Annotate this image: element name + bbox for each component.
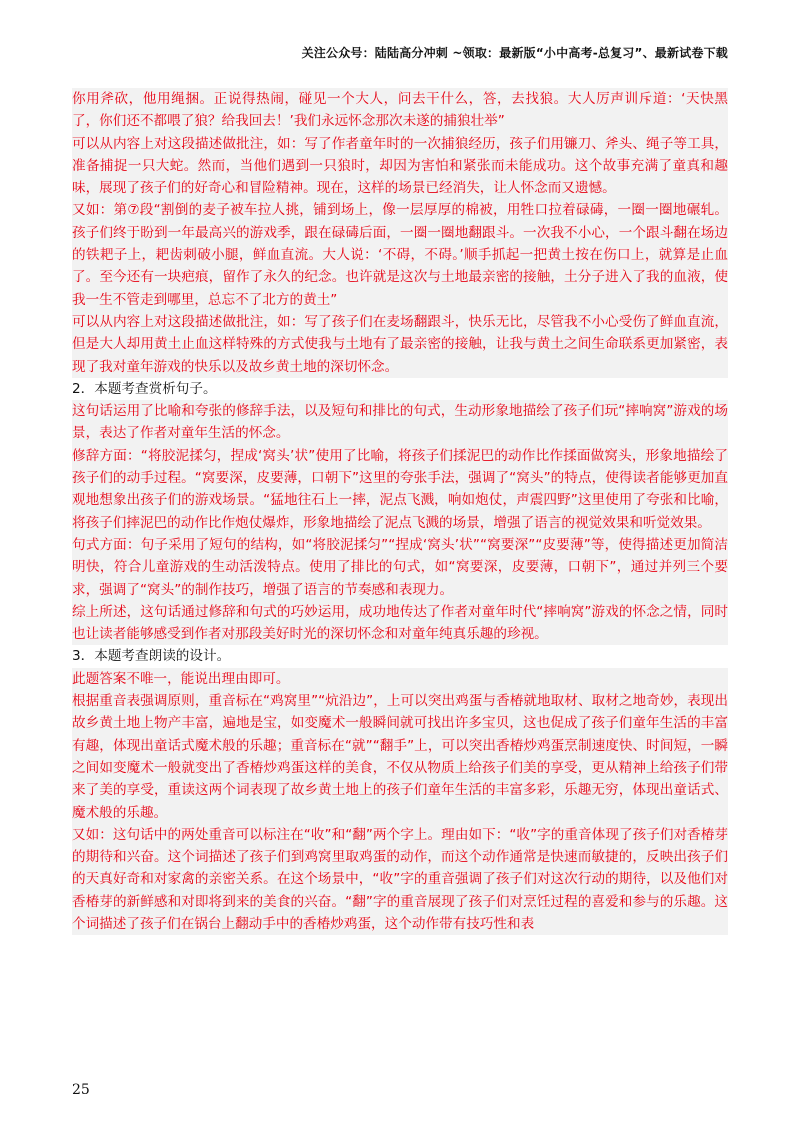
section-heading: 2．本题考查赏析句子。 bbox=[72, 378, 728, 400]
paragraph: 根据重音表强调原则，重音标在“鸡窝里”“炕沿边”，上可以突出鸡蛋与香椿就地取材、取材之地奇妙，表现出故乡黄土地上物产丰富，遍地是宝，如变魔术一般瞬间就可找出许多宝贝，这也促成了孩子们童年生活的丰富有趣，体现出童话式魔术般的乐趣；重音标在“就”“翻手”上，可以突出香椿炒鸡蛋烹制速度快、时间短，一瞬之间如变魔术一般就变出了香椿炒鸡蛋这样的美食，不仅从物质上给孩子们美的享受，更从精神上给孩子们带来了美的享受，重读这两个词表现了故乡黄土地上的孩子们童年生活的丰富多彩，乐趣无穷，体现出童话式、魔术般的乐趣。 bbox=[72, 690, 728, 824]
paragraph: 又如：这句话中的两处重音可以标注在“收”和“翻”两个字上。理由如下：“收”字的重音体现了孩子们对香椿芽的期待和兴奋。这个词描述了孩子们到鸡窝里取鸡蛋的动作，而这个动作通常是快速而敏捷的，反映出孩子们的天真好奇和对家禽的亲密关系。在这个场景中，“收”字的重音强调了孩子们对这次行动的期待，以及他们对香椿芽的新鲜感和对即将到来的美食的兴奋。“翻”字的重音展现了孩子们对烹饪过程的喜爱和参与的乐趣。这个词描述了孩子们在锅台上翻动手中的香椿炒鸡蛋，这个动作带有技巧性和表 bbox=[72, 824, 728, 935]
paragraph: 又如：第⑦段“割倒的麦子被车拉人挑，铺到场上，像一层厚厚的棉被，用牲口拉着碌碡，一圈一圈地碾轧。孩子们终于盼到一年最高兴的游戏季，跟在碌碡后面，一圈一圈地翻跟斗。一次我不小心，一个跟斗翻在场边的铁耙子上，耙齿刺破小腿，鲜血直流。大人说：‘不碍，不碍。’顺手抓起一把黄土按在伤口上，就算是止血了。至今还有一块疤痕，留作了永久的纪念。也许就是这次与土地最亲密的接触，土分子进入了我的血液，使我一生不管走到哪里，总忘不了北方的黄土” bbox=[72, 199, 728, 310]
paragraph: 句式方面：句子采用了短句的结构，如“将胶泥揉匀”“捏成‘窝头’状”“窝要深”“皮要薄”等，使得描述更加简洁明快，符合儿童游戏的生动活泼特点。使用了排比的句式，如“窝要深，皮要薄，口朝下”，通过并列三个要求，强调了“窝头”的制作技巧，增强了语言的节奏感和表现力。 bbox=[72, 534, 728, 601]
paragraph: 这句话运用了比喻和夸张的修辞手法，以及短句和排比的句式，生动形象地描绘了孩子们玩“摔响窝”游戏的场景，表达了作者对童年生活的怀念。 bbox=[72, 400, 728, 445]
page-number: 25 bbox=[72, 1082, 90, 1098]
page-header: 关注公众号：陆陆高分冲刺 ~领取：最新版“小中高考-总复习”、最新试卷下载 bbox=[301, 46, 728, 60]
paragraph: 可以从内容上对这段描述做批注，如：写了孩子们在麦场翻跟斗，快乐无比，尽管我不小心受伤了鲜血直流，但是大人却用黄土止血这样特殊的方式使我与土地有了最亲密的接触，让我与黄土之间生命联系更加紧密，表现了我对童年游戏的快乐以及故乡黄土地的深切怀念。 bbox=[72, 311, 728, 378]
paragraph: 修辞方面：“将胶泥揉匀，捏成‘窝头’状”使用了比喻，将孩子们揉泥巴的动作比作揉面做窝头，形象地描绘了孩子们的动手过程。“窝要深，皮要薄，口朝下”这里的夸张手法，强调了“窝头”的特点，使得读者能够更加直观地想象出孩子们的游戏场景。“猛地往石上一摔，泥点飞溅，响如炮仗，声震四野”这里使用了夸张和比喻，将孩子们摔泥巴的动作比作炮仗爆炸，形象地描绘了泥点飞溅的场景，增强了语言的视觉效果和听觉效果。 bbox=[72, 445, 728, 534]
paragraph: 此题答案不唯一，能说出理由即可。 bbox=[72, 668, 728, 690]
paragraph: 可以从内容上对这段描述做批注，如：写了作者童年时的一次捕狼经历，孩子们用镰刀、斧头、绳子等工具，准备捕捉一只大蛇。然而，当他们遇到一只狼时，却因为害怕和紧张而未能成功。这个故事充满了童真和趣味，展现了孩子们的好奇心和冒险精神。现在，这样的场景已经消失，让人怀念而又遗憾。 bbox=[72, 133, 728, 200]
paragraph: 综上所述，这句话通过修辞和句式的巧妙运用，成功地传达了作者对童年时代“摔响窝”游戏的怀念之情，同时也让读者能够感受到作者对那段美好时光的深切怀念和对童年纯真乐趣的珍视。 bbox=[72, 601, 728, 646]
paragraph: 你用斧砍，他用绳捆。正说得热闹，碰见一个大人，问去干什么，答，去找狼。大人厉声训斥道：‘天快黑了，你们还不都喂了狼？给我回去！’我们永远怀念那次未遂的捕狼壮举” bbox=[72, 88, 728, 133]
document-body bbox=[72, 88, 728, 935]
section-heading: 3．本题考查朗读的设计。 bbox=[72, 645, 728, 667]
